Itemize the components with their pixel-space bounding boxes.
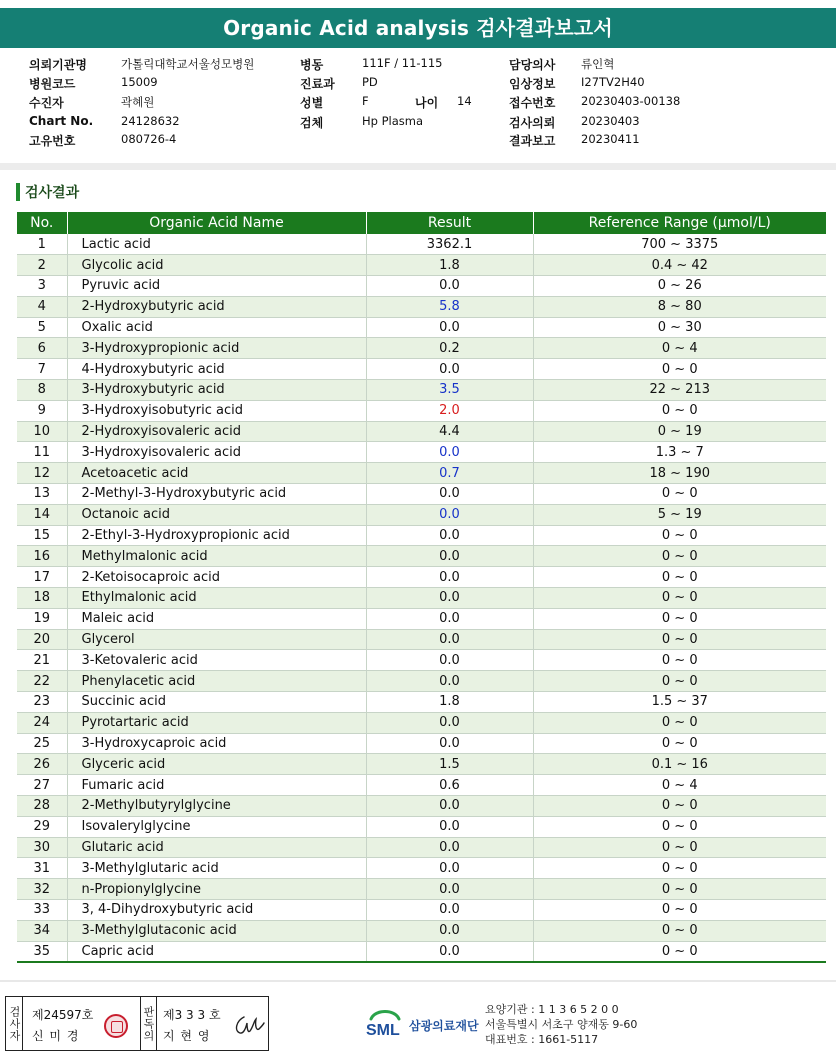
result-value: 0.0 — [366, 816, 533, 837]
result-value: 0.0 — [366, 650, 533, 671]
result-value: 0.0 — [366, 276, 533, 297]
acid-name: Pyrotartaric acid — [67, 712, 366, 733]
result-value: 0.0 — [366, 796, 533, 817]
result-value: 0.2 — [366, 338, 533, 359]
acid-name: 3-Hydroxyisovaleric acid — [67, 442, 366, 463]
dept-value: PD — [362, 75, 378, 89]
seal-stamp-icon — [104, 1014, 128, 1038]
table-row — [17, 296, 826, 317]
request-value: 20230403 — [581, 114, 640, 128]
result-value: 5.8 — [366, 296, 533, 317]
reference-range: 0 ~ 0 — [533, 359, 826, 380]
reference-range: 0 ~ 0 — [533, 400, 826, 421]
reference-range: 22 ~ 213 — [533, 380, 826, 401]
chart-value: 24128632 — [121, 114, 180, 128]
table-row — [17, 317, 826, 338]
acid-name: 2-Ethyl-3-Hydroxypropionic acid — [67, 525, 366, 546]
doctor-label: 담당의사 — [509, 58, 556, 72]
acid-name: Oxalic acid — [67, 317, 366, 338]
dept-label: 진료과 — [300, 77, 335, 91]
reference-range: 8 ~ 80 — [533, 296, 826, 317]
acid-name: 3-Methylglutaconic acid — [67, 920, 366, 941]
info-row — [0, 114, 836, 133]
info-row — [0, 132, 836, 151]
reference-range: 0 ~ 0 — [533, 525, 826, 546]
acid-name: Glycolic acid — [67, 255, 366, 276]
result-value: 0.0 — [366, 733, 533, 754]
row-number: 2 — [17, 255, 67, 276]
result-value: 4.4 — [366, 421, 533, 442]
table-row — [17, 900, 826, 921]
reference-range: 0 ~ 0 — [533, 567, 826, 588]
org-name: 삼광의료재단 — [409, 1019, 479, 1033]
results-table — [17, 212, 826, 963]
header-reference: Reference Range (μmol/L) — [533, 212, 826, 234]
table-row — [17, 796, 826, 817]
acid-name: Fumaric acid — [67, 775, 366, 796]
reference-range: 0 ~ 0 — [533, 837, 826, 858]
sex-value: F — [362, 94, 369, 108]
table-row — [17, 442, 826, 463]
reference-range: 1.5 ~ 37 — [533, 692, 826, 713]
info-row — [0, 75, 836, 94]
reference-range: 0 ~ 0 — [533, 858, 826, 879]
reference-range: 0 ~ 0 — [533, 941, 826, 962]
clinical-label: 임상정보 — [509, 77, 556, 91]
result-value: 0.0 — [366, 879, 533, 900]
result-value: 0.0 — [366, 671, 533, 692]
reference-range: 0.4 ~ 42 — [533, 255, 826, 276]
row-number: 27 — [17, 775, 67, 796]
table-row — [17, 650, 826, 671]
sml-logo-icon — [365, 1005, 405, 1039]
org-logo — [365, 1003, 485, 1043]
table-row — [17, 338, 826, 359]
acid-name: 3-Hydroxybutyric acid — [67, 380, 366, 401]
acid-name: Maleic acid — [67, 608, 366, 629]
report-title: Organic Acid analysis 검사결과보고서 — [0, 8, 836, 48]
doctor-value: 류인혁 — [581, 57, 615, 71]
reference-range: 0 ~ 26 — [533, 276, 826, 297]
acid-name: Isovalerylglycine — [67, 816, 366, 837]
specimen-label: 검체 — [300, 116, 324, 130]
row-number: 8 — [17, 380, 67, 401]
acid-name: Lactic acid — [67, 234, 366, 255]
reference-range: 0 ~ 4 — [533, 775, 826, 796]
age-value: 14 — [457, 94, 472, 108]
table-row — [17, 421, 826, 442]
result-value: 0.0 — [366, 588, 533, 609]
sex-label: 성별 — [300, 96, 324, 110]
row-number: 29 — [17, 816, 67, 837]
row-number: 23 — [17, 692, 67, 713]
acid-name: Capric acid — [67, 941, 366, 962]
reference-range: 0 ~ 0 — [533, 733, 826, 754]
reference-range: 0 ~ 4 — [533, 338, 826, 359]
reference-range: 0 ~ 0 — [533, 920, 826, 941]
row-number: 4 — [17, 296, 67, 317]
table-row — [17, 754, 826, 775]
table-row — [17, 858, 826, 879]
acid-name: 2-Hydroxyisovaleric acid — [67, 421, 366, 442]
result-value: 0.0 — [366, 629, 533, 650]
reference-range: 1.3 ~ 7 — [533, 442, 826, 463]
acid-name: 3-Hydroxyisobutyric acid — [67, 400, 366, 421]
row-number: 33 — [17, 900, 67, 921]
hospital-value: 가톨릭대학교서울성모병원 — [121, 57, 255, 71]
reference-range: 0 ~ 0 — [533, 879, 826, 900]
clinical-value: I27TV2H40 — [581, 75, 645, 89]
header-result: Result — [366, 212, 533, 234]
reference-range: 0 ~ 0 — [533, 796, 826, 817]
table-row — [17, 380, 826, 401]
collector-value: 곽혜원 — [121, 95, 155, 109]
acid-name: Octanoic acid — [67, 504, 366, 525]
result-value: 0.0 — [366, 525, 533, 546]
table-row — [17, 920, 826, 941]
acid-name: Methylmalonic acid — [67, 546, 366, 567]
result-value: 0.0 — [366, 837, 533, 858]
acid-name: 3-Methylglutaric acid — [67, 858, 366, 879]
header-name: Organic Acid Name — [67, 212, 366, 234]
hospital-code-label: 병원코드 — [29, 77, 76, 91]
acid-name: Pyruvic acid — [67, 276, 366, 297]
row-number: 13 — [17, 484, 67, 505]
acid-name: Glyceric acid — [67, 754, 366, 775]
report-date-value: 20230411 — [581, 132, 640, 146]
result-value: 0.0 — [366, 317, 533, 338]
row-number: 11 — [17, 442, 67, 463]
row-number: 18 — [17, 588, 67, 609]
table-row — [17, 484, 826, 505]
ward-value: 111F / 11-115 — [362, 56, 443, 70]
reference-range: 5 ~ 19 — [533, 504, 826, 525]
table-row — [17, 775, 826, 796]
section-divider — [0, 163, 836, 170]
acid-name: n-Propionylglycine — [67, 879, 366, 900]
result-value: 1.8 — [366, 255, 533, 276]
reference-range: 0 ~ 0 — [533, 484, 826, 505]
table-row — [17, 546, 826, 567]
contact-line-address: 서울특별시 서초구 양재동 9-60 — [485, 1018, 638, 1031]
acid-name: 2-Ketoisocaproic acid — [67, 567, 366, 588]
acid-name: 4-Hydroxybutyric acid — [67, 359, 366, 380]
reference-range: 0 ~ 0 — [533, 900, 826, 921]
section-heading — [16, 182, 79, 204]
table-row — [17, 234, 826, 255]
report-date-label: 결과보고 — [509, 134, 556, 148]
acid-name: Glutaric acid — [67, 837, 366, 858]
table-row — [17, 671, 826, 692]
reference-range: 0 ~ 0 — [533, 629, 826, 650]
reference-range: 18 ~ 190 — [533, 463, 826, 484]
ward-label: 병동 — [300, 58, 324, 72]
row-number: 30 — [17, 837, 67, 858]
reference-range: 0 ~ 0 — [533, 588, 826, 609]
row-number: 9 — [17, 400, 67, 421]
section-title-text: 검사결과 — [25, 185, 80, 201]
logo-mark-text: SML — [366, 1022, 400, 1039]
table-row — [17, 276, 826, 297]
result-value: 0.0 — [366, 858, 533, 879]
result-value: 0.0 — [366, 546, 533, 567]
acid-name: Ethylmalonic acid — [67, 588, 366, 609]
table-header-row — [17, 212, 826, 234]
row-number: 15 — [17, 525, 67, 546]
result-value: 1.5 — [366, 754, 533, 775]
acid-name: Glycerol — [67, 629, 366, 650]
result-value: 0.0 — [366, 712, 533, 733]
table-row — [17, 879, 826, 900]
row-number: 19 — [17, 608, 67, 629]
table-row — [17, 816, 826, 837]
row-number: 16 — [17, 546, 67, 567]
row-number: 12 — [17, 463, 67, 484]
acid-name: 3-Hydroxycaproic acid — [67, 733, 366, 754]
tester-label: 검사자 — [6, 997, 23, 1050]
confirm-label: 판독의 — [140, 997, 157, 1050]
receipt-label: 접수번호 — [509, 96, 556, 110]
specimen-value: Hp Plasma — [362, 114, 424, 128]
table-row — [17, 712, 826, 733]
table-row — [17, 504, 826, 525]
row-number: 24 — [17, 712, 67, 733]
result-value: 3362.1 — [366, 234, 533, 255]
row-number: 10 — [17, 421, 67, 442]
acid-name: Phenylacetic acid — [67, 671, 366, 692]
acid-name: 3-Hydroxypropionic acid — [67, 338, 366, 359]
result-value: 0.0 — [366, 567, 533, 588]
info-row — [0, 56, 836, 75]
acid-name: Acetoacetic acid — [67, 463, 366, 484]
request-label: 검사의뢰 — [509, 116, 556, 130]
result-value: 1.8 — [366, 692, 533, 713]
row-number: 5 — [17, 317, 67, 338]
chart-label: Chart No. — [29, 114, 94, 128]
reference-range: 0 ~ 0 — [533, 608, 826, 629]
reference-range: 0 ~ 0 — [533, 650, 826, 671]
result-value: 0.0 — [366, 900, 533, 921]
contact-info — [485, 1002, 637, 1047]
row-number: 31 — [17, 858, 67, 879]
reference-range: 0 ~ 0 — [533, 546, 826, 567]
row-number: 35 — [17, 941, 67, 962]
row-number: 20 — [17, 629, 67, 650]
reference-range: 700 ~ 3375 — [533, 234, 826, 255]
reference-range: 0 ~ 0 — [533, 816, 826, 837]
row-number: 22 — [17, 671, 67, 692]
header-no: No. — [17, 212, 67, 234]
table-row — [17, 463, 826, 484]
reference-range: 0 ~ 19 — [533, 421, 826, 442]
result-value: 0.0 — [366, 504, 533, 525]
contact-line-code: 요양기관 : 1 1 3 6 5 2 0 0 — [485, 1003, 619, 1016]
patient-info — [0, 54, 836, 164]
table-row — [17, 567, 826, 588]
reference-range: 0 ~ 0 — [533, 712, 826, 733]
tester-name: 신 미 경 — [32, 1029, 80, 1043]
acid-name: Succinic acid — [67, 692, 366, 713]
row-number: 14 — [17, 504, 67, 525]
table-row — [17, 629, 826, 650]
table-row — [17, 941, 826, 962]
row-number: 6 — [17, 338, 67, 359]
footer-divider — [0, 980, 836, 982]
receipt-value: 20230403-00138 — [581, 94, 681, 108]
result-value: 3.5 — [366, 380, 533, 401]
tester-license: 제24597호 — [32, 1008, 94, 1022]
table-row — [17, 837, 826, 858]
result-value: 0.0 — [366, 359, 533, 380]
acid-name: 3, 4-Dihydroxybutyric acid — [67, 900, 366, 921]
row-number: 17 — [17, 567, 67, 588]
result-value: 0.0 — [366, 920, 533, 941]
confirm-license: 제3 3 3 호 — [163, 1008, 221, 1022]
table-row — [17, 359, 826, 380]
table-row — [17, 400, 826, 421]
table-row — [17, 692, 826, 713]
table-row — [17, 733, 826, 754]
row-number: 25 — [17, 733, 67, 754]
reference-range: 0 ~ 0 — [533, 671, 826, 692]
result-value: 0.7 — [366, 463, 533, 484]
row-number: 1 — [17, 234, 67, 255]
row-number: 21 — [17, 650, 67, 671]
info-row — [0, 94, 836, 113]
acid-name: 2-Hydroxybutyric acid — [67, 296, 366, 317]
result-value: 0.0 — [366, 941, 533, 962]
result-value: 0.0 — [366, 484, 533, 505]
row-number: 28 — [17, 796, 67, 817]
row-number: 3 — [17, 276, 67, 297]
row-number: 32 — [17, 879, 67, 900]
hospital-code-value: 15009 — [121, 75, 158, 89]
table-row — [17, 608, 826, 629]
reference-range: 0 ~ 30 — [533, 317, 826, 338]
reference-range: 0.1 ~ 16 — [533, 754, 826, 775]
collector-label: 수진자 — [29, 96, 64, 110]
signature-icon — [232, 1013, 266, 1037]
signature-box — [5, 996, 269, 1051]
acid-name: 2-Methylbutyrylglycine — [67, 796, 366, 817]
acid-name: 2-Methyl-3-Hydroxybutyric acid — [67, 484, 366, 505]
row-number: 34 — [17, 920, 67, 941]
age-label: 나이 — [415, 96, 439, 110]
result-value: 2.0 — [366, 400, 533, 421]
result-value: 0.0 — [366, 442, 533, 463]
section-marker — [16, 183, 20, 201]
row-number: 26 — [17, 754, 67, 775]
contact-line-phone: 대표번호 : 1661-5117 — [485, 1033, 599, 1046]
hospital-label: 의뢰기관명 — [29, 58, 87, 72]
table-row — [17, 525, 826, 546]
acid-name: 3-Ketovaleric acid — [67, 650, 366, 671]
table-row — [17, 255, 826, 276]
unique-label: 고유번호 — [29, 134, 76, 148]
confirm-name: 지 현 영 — [163, 1029, 211, 1043]
table-row — [17, 588, 826, 609]
unique-value: 080726-4 — [121, 132, 177, 146]
result-value: 0.0 — [366, 608, 533, 629]
row-number: 7 — [17, 359, 67, 380]
result-value: 0.6 — [366, 775, 533, 796]
